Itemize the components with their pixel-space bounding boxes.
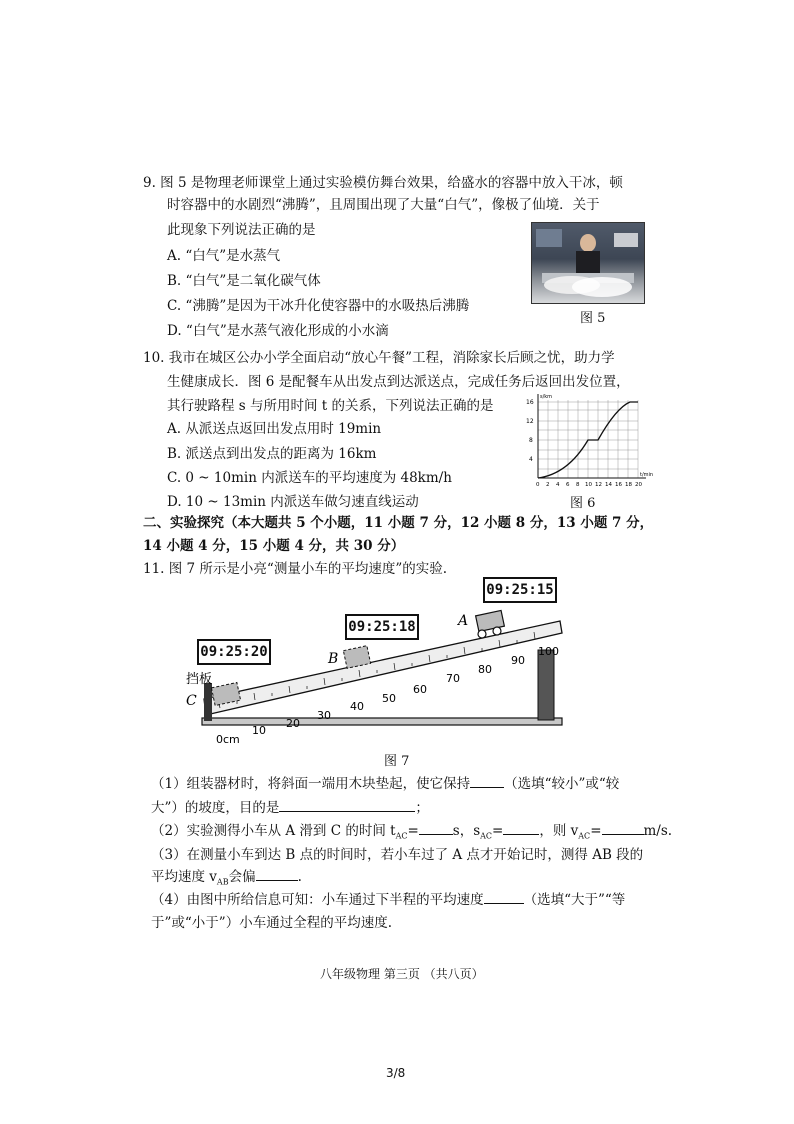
ruler-mark: 50 xyxy=(382,692,396,705)
answer-blank[interactable] xyxy=(279,797,415,812)
y-tick-16: 16 xyxy=(526,399,534,406)
q10-option-b: B. 派送点到出发点的距离为 16km xyxy=(167,446,377,462)
page-footer-subject: 八年级物理 第三页 （共八页） xyxy=(320,967,484,981)
q10-line1: 10. 我市在城区公办小学全面启动“放心午餐”工程，消除家长后顾之忧，助力学 xyxy=(143,350,615,366)
q10-option-d: D. 10 ~ 13min 内派送车做匀速直线运动 xyxy=(167,494,419,510)
q11-part1-text-a: （1）组装器材时，将斜面一端用木块垫起，使它保持 xyxy=(151,776,471,792)
x-tick: 10 xyxy=(585,482,592,488)
q9-option-d: D. “白气”是水蒸气液化形成的小水滴 xyxy=(167,323,389,339)
ruler-mark: 60 xyxy=(413,683,427,696)
q11-part2-equals: = xyxy=(407,823,419,839)
q11-part3-line1: （3）在测量小车到达 B 点的时间时，若小车过了 A 点才开始记时，测得 AB 段的 xyxy=(151,847,644,863)
q9-option-c: C. “沸腾”是因为干冰升化使容器中的水吸热后沸腾 xyxy=(167,298,470,314)
q11-part4-text-a: （4）由图中所给信息可知：小车通过下半程的平均速度 xyxy=(151,892,484,908)
x-axis-label: t/min xyxy=(640,472,654,478)
x-tick: 14 xyxy=(605,482,612,488)
y-tick-4: 4 xyxy=(529,456,533,463)
ruler-mark: 30 xyxy=(317,709,331,722)
x-tick: 2 xyxy=(546,482,550,488)
figure-6-caption: 图 6 xyxy=(570,496,596,511)
q10-line2: 生健康成长．图 6 是配餐车从出发点到达派送点，完成任务后返回出发位置， xyxy=(167,374,630,390)
q11-part2-text-e: ，则 v xyxy=(539,823,579,839)
baffle-plate xyxy=(204,683,212,721)
q9-line2: 时容器中的水剧烈“沸腾”，且周围出现了大量“白气”，像极了仙境．关于 xyxy=(167,197,600,213)
q11-part4-line2: 于”或“小于”）小车通过全程的平均速度. xyxy=(151,915,392,931)
q11-part1-text-c: 大”）的坡度，目的是 xyxy=(151,800,280,816)
subscript-ab: AB xyxy=(216,877,229,887)
y-axis-label: s/km xyxy=(540,394,553,400)
answer-blank[interactable] xyxy=(256,866,298,881)
q11-intro: 11. 图 7 所示是小亮“测量小车的平均速度”的实验. xyxy=(143,561,448,577)
q11-part3-text-b: 平均速度 v xyxy=(151,869,217,885)
timer-c: 09:25:20 xyxy=(197,639,271,665)
q10-line3: 其行驶路程 s 与所用时间 t 的关系，下列说法正确的是 xyxy=(167,398,494,414)
classroom-photo-icon xyxy=(532,223,644,303)
label-c: C xyxy=(186,693,197,709)
q11-part2-text-a: （2）实验测得小车从 A 滑到 C 的时间 t xyxy=(151,823,396,839)
y-tick-8: 8 xyxy=(529,437,533,444)
q9-option-b: B. “白气”是二氧化碳气体 xyxy=(167,273,321,289)
label-b: B xyxy=(328,651,339,667)
subscript-ac: AC xyxy=(480,831,493,841)
ruler-mark: 90 xyxy=(511,654,525,667)
q11-part2-text-g: m/s. xyxy=(643,823,673,839)
answer-blank[interactable] xyxy=(602,820,644,835)
x-tick: 20 xyxy=(635,482,642,488)
q11-part2-equals: = xyxy=(492,823,504,839)
answer-blank[interactable] xyxy=(503,820,539,835)
timer-a: 09:25:15 xyxy=(483,577,557,603)
label-zero-cm: 0cm xyxy=(216,733,240,746)
support-block xyxy=(538,650,554,720)
q10-option-a: A. 从派送点返回出发点用时 19min xyxy=(167,421,382,437)
q11-part3-text-c: 会偏 xyxy=(228,869,256,885)
q11-part1-line1 xyxy=(151,773,619,795)
q11-part4-text-b: （选填“大于”“等 xyxy=(523,892,626,908)
q11-part2-equals: = xyxy=(590,823,602,839)
page-number: 3/8 xyxy=(386,1066,406,1080)
q9-line3: 此现象下列说法正确的是 xyxy=(167,222,316,238)
q11-part1-text-d: ； xyxy=(415,800,429,816)
answer-blank[interactable] xyxy=(470,773,504,788)
x-ticks xyxy=(536,482,642,488)
q11-part1-line2 xyxy=(151,797,429,819)
figure-7-caption: 图 7 xyxy=(384,754,410,769)
graph-grid xyxy=(538,400,638,478)
section-2-heading-line1: 二、实验探究（本大题共 5 个小题，11 小题 7 分，12 小题 8 分，13 小题 7 分， xyxy=(143,515,654,531)
q11-part3-text-d: . xyxy=(297,869,302,885)
q11-part2-text-c: s，s xyxy=(452,823,481,839)
subscript-ac: AC xyxy=(578,831,591,841)
q9-line1: 9. 图 5 是物理老师课堂上通过实验模仿舞台效果，给盛水的容器中放入干冰，顿 xyxy=(143,175,623,191)
figure-5-caption: 图 5 xyxy=(580,311,606,326)
subscript-ac: AC xyxy=(395,831,408,841)
label-a: A xyxy=(458,613,469,629)
ruler-mark: 20 xyxy=(286,717,300,730)
q9-option-a: A. “白气”是水蒸气 xyxy=(167,248,281,264)
x-tick: 0 xyxy=(536,482,540,488)
x-tick: 12 xyxy=(595,482,602,488)
ruler-mark: 40 xyxy=(350,700,364,713)
x-tick: 4 xyxy=(556,482,560,488)
x-tick: 16 xyxy=(615,482,622,488)
ruler-mark: 80 xyxy=(478,663,492,676)
q11-part4-line1 xyxy=(151,889,625,911)
answer-blank[interactable] xyxy=(484,889,524,904)
x-tick: 6 xyxy=(566,482,570,488)
answer-blank[interactable] xyxy=(419,820,453,835)
figure-5-photo xyxy=(531,222,645,304)
figure-6-graph xyxy=(516,390,656,490)
q11-part1-text-b: （选填“较小”或“较 xyxy=(504,776,620,792)
y-tick-12: 12 xyxy=(526,418,534,425)
ruler-mark: 10 xyxy=(252,724,266,737)
x-tick: 18 xyxy=(625,482,632,488)
x-tick: 8 xyxy=(576,482,580,488)
label-baffle: 挡板 xyxy=(186,672,213,687)
q10-option-c: C. 0 ~ 10min 内派送车的平均速度为 48km/h xyxy=(167,470,452,486)
section-2-heading-line2: 14 小题 4 分，15 小题 4 分，共 30 分） xyxy=(143,538,405,554)
timer-b: 09:25:18 xyxy=(345,614,419,640)
ruler-mark: 70 xyxy=(446,672,460,685)
ruler-mark: 100 xyxy=(538,645,559,658)
cart-at-a xyxy=(476,610,505,638)
